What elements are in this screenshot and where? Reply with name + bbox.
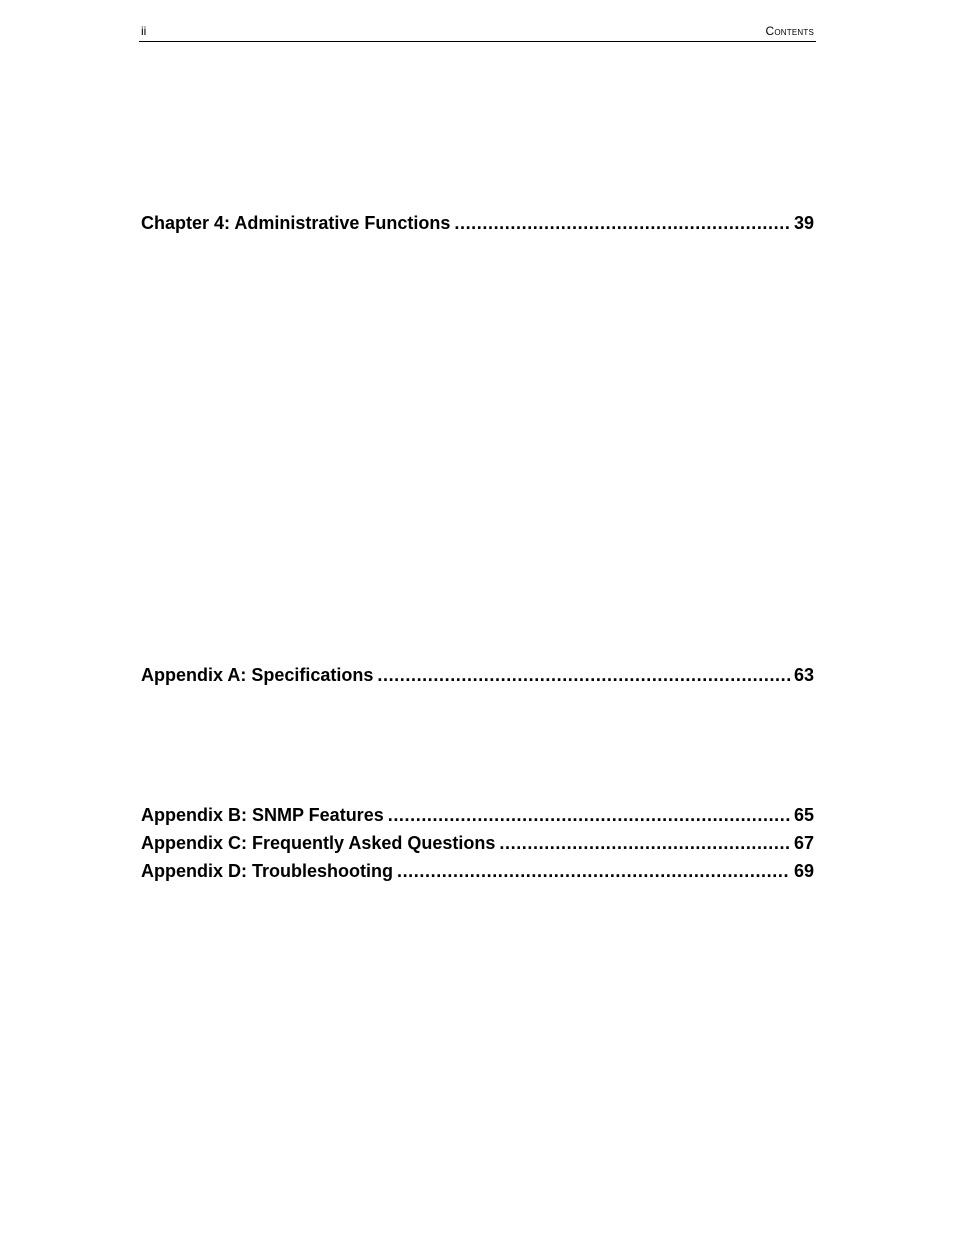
- toc-entry-page: 65: [793, 805, 814, 825]
- dot-leader: [388, 804, 790, 826]
- page-number: ii: [141, 24, 147, 38]
- toc-entry-title: Appendix D: Troubleshooting: [141, 861, 393, 881]
- toc-entry-title: Appendix A: Specifications: [141, 665, 374, 685]
- toc-entry-title: Chapter 4: Administrative Functions: [141, 213, 451, 233]
- toc-entry-page: 63: [793, 665, 814, 685]
- toc-entry-page: 67: [793, 833, 814, 853]
- toc-entry-appendix-b[interactable]: [141, 804, 814, 826]
- toc-entry-page: 39: [793, 213, 814, 233]
- page-header: [139, 22, 816, 42]
- toc-entry-chapter-4[interactable]: [141, 212, 814, 234]
- toc-entry-appendix-a[interactable]: [141, 664, 814, 686]
- toc-entry-appendix-d[interactable]: [141, 860, 814, 882]
- dot-leader: [377, 664, 790, 686]
- toc-entry-page: 69: [793, 861, 814, 881]
- toc-entry-appendix-c[interactable]: [141, 832, 814, 854]
- dot-leader: [454, 212, 790, 234]
- dot-leader: [499, 832, 790, 854]
- running-head: Contents: [765, 24, 814, 38]
- dot-leader: [397, 860, 790, 882]
- toc-entry-title: Appendix B: SNMP Features: [141, 805, 384, 825]
- toc-entry-title: Appendix C: Frequently Asked Questions: [141, 833, 496, 853]
